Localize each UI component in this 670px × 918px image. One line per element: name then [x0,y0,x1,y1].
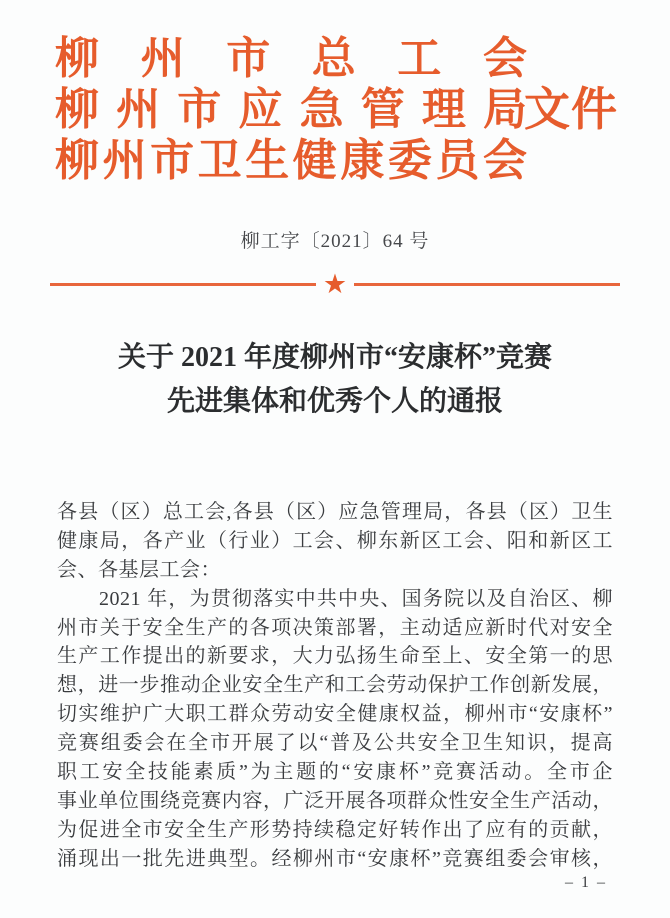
body-line: 各县（区）总工会,各县（区）应急管理局，各县（区）卫生 [57,501,613,523]
title-line-1: 关于 2021 年度柳州市“安康杯”竞赛 [117,342,552,373]
doc-type-label: 文件 [524,84,618,135]
body-line: 州市关于安全生产的各项决策部署，主动适应新时代对安全 [57,616,613,639]
body-line: 切实维护广大职工群众劳动安全健康权益，柳州市“安康杯” [57,703,613,726]
star-divider [50,270,620,298]
body-text [57,498,613,874]
star-icon: ★ [322,268,348,300]
org-name-line-1: 柳州市总工会 [55,34,527,83]
body-line: 会、各基层工会： [57,558,221,581]
title-line-2: 先进集体和优秀个人的通报 [166,386,503,417]
divider-line-right [354,283,620,286]
body-line: 健康局，各产业（行业）工会、柳东新区工会、阳和新区工 [57,529,613,552]
body-line: 竞赛组委会在全市开展了以“普及公共安全卫生知识，提高 [57,732,613,755]
org-name-line-3: 柳州市卫生健康委员会 [55,136,527,185]
body-line: 职工安全技能素质”为主题的“安康杯”竞赛活动。全市企 [57,761,613,784]
document-title [0,336,670,424]
body-line: 为促进全市安全生产形势持续稳定好转作出了应有的贡献， [57,818,613,841]
page-number: – 1 – [565,874,607,891]
body-line: 想，进一步推动企业安全生产和工会劳动保护工作创新发展， [57,674,613,697]
org-name-line-2: 柳州市应急管理局 [55,85,527,134]
body-line: 涌现出一批先进典型。经柳州市“安康杯”竞赛组委会审核， [57,847,613,870]
body-line: 2021 年，为贯彻落实中共中央、国务院以及自治区、柳 [99,587,613,610]
body-line: 事业单位围绕竞赛内容，广泛开展各项群众性安全生产活动， [57,789,613,812]
letterhead [55,33,527,186]
body-line: 生产工作提出的新要求，大力弘扬生命至上、安全第一的思 [57,645,613,668]
divider-line-left [50,283,316,286]
doc-number: 柳工字〔2021〕64 号 [240,231,430,252]
